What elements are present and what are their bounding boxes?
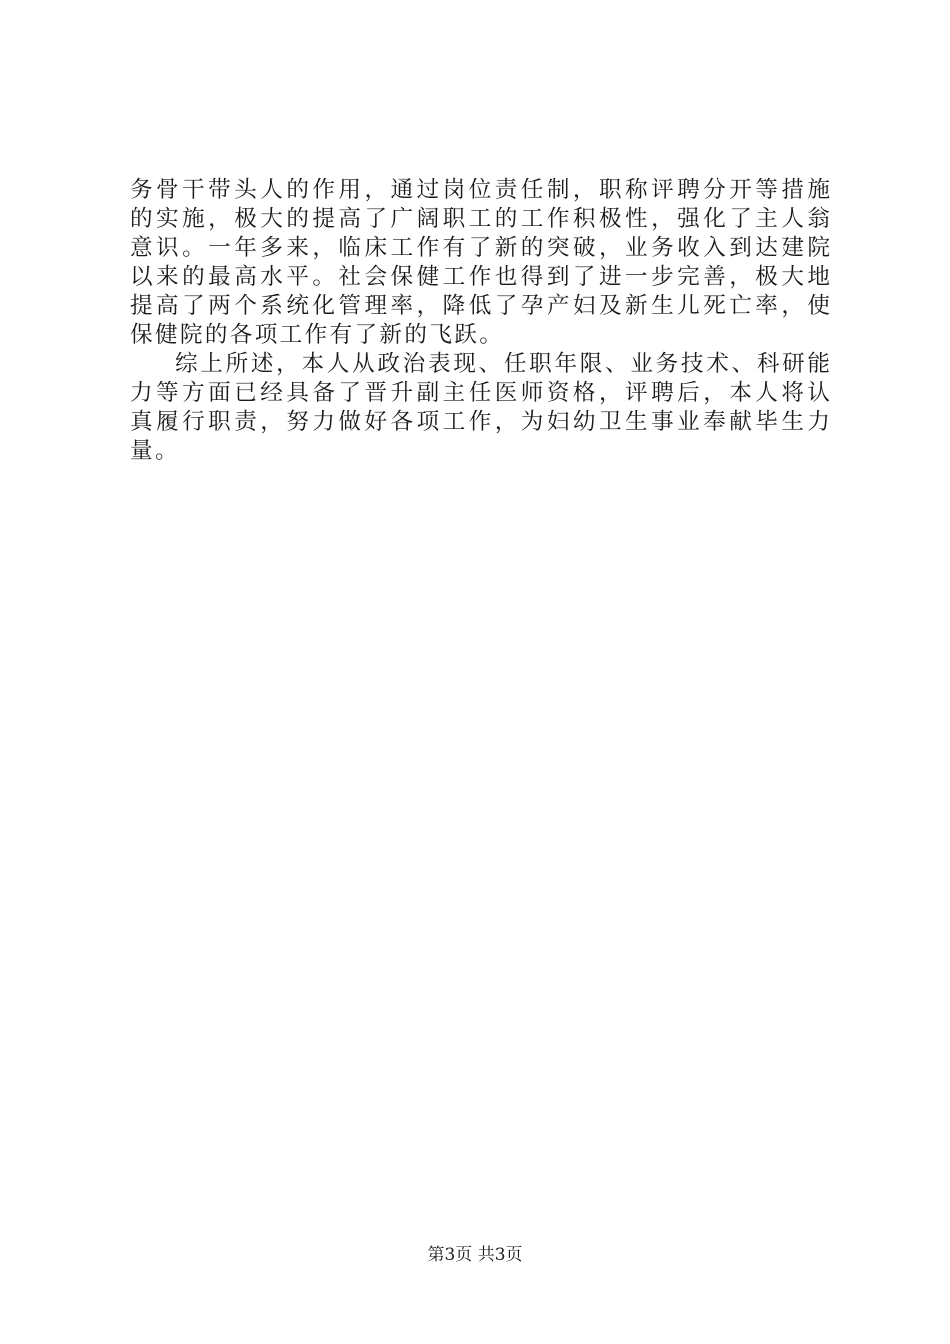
body-line-5: 提高了两个系统化管理率，降低了孕产妇及新生儿死亡率，使 xyxy=(130,293,830,319)
body-line-2: 的实施，极大的提高了广阔职工的工作积极性，强化了主人翁 xyxy=(130,206,830,232)
body-line-10: 量。 xyxy=(130,438,180,464)
body-line-8: 力等方面已经具备了晋升副主任医师资格，评聘后，本人将认 xyxy=(130,380,830,406)
body-line-1: 务骨干带头人的作用，通过岗位责任制，职称评聘分开等措施 xyxy=(130,177,830,203)
body-line-6: 保健院的各项工作有了新的飞跃。 xyxy=(130,322,505,348)
page-footer: 第3页 共3页 xyxy=(427,1245,523,1265)
body-line-7: 综上所述，本人从政治表现、任职年限、业务技术、科研能 xyxy=(175,351,830,377)
document-body xyxy=(130,176,830,466)
body-line-3: 意识。一年多来，临床工作有了新的突破，业务收入到达建院 xyxy=(130,235,830,261)
body-line-4: 以来的最高水平。社会保健工作也得到了进一步完善，极大地 xyxy=(130,264,830,290)
body-line-9: 真履行职责，努力做好各项工作，为妇幼卫生事业奉献毕生力 xyxy=(130,409,830,435)
